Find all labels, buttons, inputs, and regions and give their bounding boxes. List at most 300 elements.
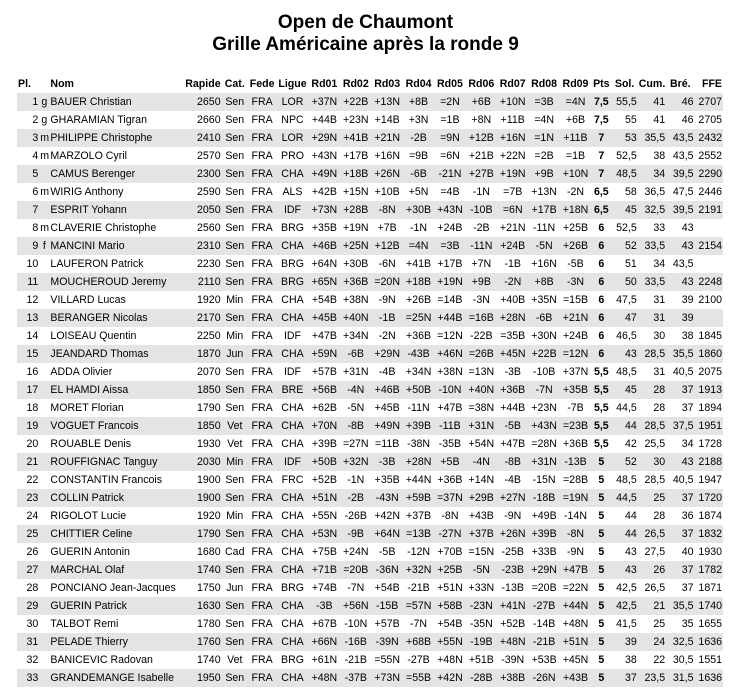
place-cell: 17: [26, 384, 39, 396]
player-name-cell: BERANGER Nicolas: [50, 312, 148, 324]
ffe-rating-cell: [695, 255, 724, 273]
title-cell: [39, 669, 49, 687]
league-cell: CHA: [281, 618, 304, 630]
round-2-cell: +56N: [342, 600, 369, 612]
solkoff-cell: 43: [624, 348, 637, 360]
round-5-cell: =37N: [437, 492, 463, 504]
round-5-cell: +54B: [437, 618, 463, 630]
round-6-cell: -1N: [472, 186, 490, 198]
rating-cell: 2570: [197, 150, 221, 162]
header-round-4: Rd04: [405, 78, 432, 90]
solkoff-cell: 52: [624, 240, 637, 252]
round-8-cell: =28N: [531, 438, 557, 450]
category-cell: Jun: [226, 348, 244, 360]
place-cell: 3: [32, 132, 39, 144]
table-row: [17, 399, 723, 417]
place-cell: 30: [26, 618, 39, 630]
round-9-cell: +18N: [562, 204, 589, 216]
round-7-cell: +22N: [499, 150, 526, 162]
round-4-cell: =55B: [406, 672, 432, 684]
points-cell: 5: [598, 600, 605, 612]
title-cell: f: [42, 240, 46, 252]
bresilien-cell: 37: [681, 564, 694, 576]
round-2-cell: +30B: [343, 258, 369, 270]
round-8-cell: +22B: [531, 348, 557, 360]
title-cell: [39, 273, 49, 291]
round-6-cell: +27B: [468, 168, 494, 180]
rating-cell: 1630: [197, 600, 221, 612]
category-cell: Cad: [225, 546, 245, 558]
points-cell: 6: [598, 294, 605, 306]
points-cell: 7,5: [593, 96, 609, 108]
round-3-cell: +13N: [374, 96, 400, 108]
round-4-cell: =57N: [405, 600, 432, 612]
rating-cell: 2050: [197, 204, 221, 216]
round-1-cell: +52B: [311, 474, 337, 486]
points-cell: 6: [598, 348, 605, 360]
round-1-cell: +42B: [311, 186, 337, 198]
round-7-cell: -13B: [501, 582, 524, 594]
cumulative-cell: 28,5: [644, 420, 666, 432]
title-cell: g: [41, 96, 48, 108]
round-7-cell: -5B: [504, 420, 521, 432]
ffe-rating-cell: [695, 219, 724, 237]
round-4-cell: -11N: [407, 402, 430, 414]
round-4-cell: +36B: [406, 330, 432, 342]
category-cell: Sen: [225, 186, 245, 198]
title-cell: [39, 453, 49, 471]
header-league: Ligue: [278, 78, 307, 90]
round-7-cell: +40B: [500, 294, 526, 306]
ffe-rating-cell: 1913: [698, 384, 722, 396]
player-name-cell: COLLIN Patrick: [50, 492, 125, 504]
bresilien-cell: 36: [681, 510, 694, 522]
league-cell: CHA: [281, 510, 304, 522]
round-2-cell: +23N: [342, 114, 369, 126]
category-cell: Sen: [225, 132, 245, 144]
round-3-cell: -5B: [378, 546, 396, 558]
federation-cell: FRA: [251, 582, 273, 594]
cumulative-cell: 22: [653, 654, 666, 666]
round-9-cell: =19N: [562, 492, 589, 504]
place-cell: 27: [26, 564, 39, 576]
round-3-cell: -43N: [375, 492, 399, 504]
cumulative-cell: 41: [653, 114, 666, 126]
round-3-cell: +73N: [374, 672, 400, 684]
rating-cell: 1850: [197, 384, 221, 396]
federation-cell: FRA: [251, 420, 273, 432]
points-cell: 7: [598, 168, 605, 180]
round-1-cell: +73N: [311, 204, 338, 216]
header-ffe: FFE: [701, 78, 722, 90]
bresilien-cell: 37,5: [672, 420, 694, 432]
bresilien-cell: 43: [681, 240, 694, 252]
solkoff-cell: 44,5: [616, 492, 637, 504]
ffe-rating-cell: 2705: [698, 114, 722, 126]
cumulative-cell: 30: [653, 330, 666, 342]
round-7-cell: =6N: [502, 204, 523, 216]
league-cell: BRG: [281, 276, 304, 288]
round-1-cell: +67B: [311, 618, 337, 630]
bresilien-cell: 43,5: [672, 132, 694, 144]
player-name-cell: MORET Florian: [50, 402, 124, 414]
federation-cell: FRA: [251, 348, 273, 360]
ffe-rating-cell: 2707: [698, 96, 722, 108]
header-round-1: Rd01: [311, 78, 338, 90]
solkoff-cell: 53: [624, 132, 637, 144]
round-2-cell: -26B: [344, 510, 367, 522]
rating-cell: 2070: [197, 366, 221, 378]
round-7-cell: -1B: [504, 258, 521, 270]
round-4-cell: =4N: [408, 240, 429, 252]
place-cell: 25: [26, 528, 39, 540]
category-cell: Sen: [225, 618, 245, 630]
round-2-cell: +24N: [342, 546, 369, 558]
solkoff-cell: 52,5: [616, 222, 637, 234]
cumulative-cell: 27,5: [644, 546, 666, 558]
round-4-cell: -1N: [410, 222, 428, 234]
points-cell: 6,5: [593, 186, 609, 198]
title-cell: [39, 165, 49, 183]
federation-cell: FRA: [251, 564, 273, 576]
player-name-cell: PONCIANO Jean-Jacques: [50, 582, 176, 594]
player-name-cell: CONSTANTIN Francois: [50, 474, 163, 486]
ffe-rating-cell: 1720: [698, 492, 722, 504]
round-5-cell: -8N: [441, 510, 459, 522]
solkoff-cell: 43: [624, 564, 637, 576]
title-cell: [39, 435, 49, 453]
ffe-rating-cell: 2100: [698, 294, 722, 306]
round-1-cell: +44B: [311, 114, 337, 126]
category-cell: Sen: [225, 366, 245, 378]
ffe-rating-cell: 1551: [698, 654, 722, 666]
round-8-cell: +39B: [531, 528, 557, 540]
solkoff-cell: 38: [624, 654, 637, 666]
place-cell: 10: [26, 258, 39, 270]
player-name-cell: TALBOT Remi: [50, 618, 119, 630]
place-cell: 16: [26, 366, 39, 378]
solkoff-cell: 44: [624, 528, 637, 540]
cumulative-cell: 33: [653, 222, 666, 234]
table-row: [17, 543, 723, 561]
category-cell: Sen: [225, 528, 245, 540]
bresilien-cell: 37: [681, 528, 694, 540]
round-7-cell: -2N: [504, 276, 522, 288]
place-cell: 28: [26, 582, 39, 594]
round-5-cell: =4B: [440, 186, 460, 198]
round-9-cell: -8N: [566, 528, 585, 540]
ffe-rating-cell: 1871: [698, 582, 722, 594]
table-row: [17, 327, 723, 345]
league-cell: CHA: [281, 348, 304, 360]
round-1-cell: +45B: [311, 312, 337, 324]
points-cell: 5: [598, 546, 605, 558]
round-1-cell: +55N: [311, 510, 338, 522]
league-cell: CHA: [281, 294, 304, 306]
table-row: [17, 597, 723, 615]
round-3-cell: -1B: [378, 312, 396, 324]
table-header-row: [17, 75, 723, 93]
round-1-cell: +49N: [311, 168, 338, 180]
place-cell: 1: [32, 96, 39, 108]
round-4-cell: +26B: [406, 294, 432, 306]
round-8-cell: -10B: [532, 366, 556, 378]
round-2-cell: -5N: [347, 402, 365, 414]
round-6-cell: -4N: [472, 456, 490, 468]
ffe-rating-cell: 2191: [698, 204, 722, 216]
round-9-cell: +45N: [562, 654, 589, 666]
place-cell: 23: [26, 492, 39, 504]
round-9-cell: +26B: [562, 240, 589, 252]
bresilien-cell: 47,5: [672, 186, 694, 198]
solkoff-cell: 55,5: [616, 96, 637, 108]
round-3-cell: +10B: [374, 186, 400, 198]
round-4-cell: -12N: [407, 546, 431, 558]
league-cell: IDF: [283, 366, 302, 378]
player-name-cell: GUERIN Patrick: [50, 600, 127, 612]
round-2-cell: +38N: [342, 294, 369, 306]
bresilien-cell: 37: [681, 582, 694, 594]
header-round-3: Rd03: [374, 78, 401, 90]
round-3-cell: +29N: [374, 348, 400, 360]
round-7-cell: -8B: [504, 456, 521, 468]
header-round-2: Rd02: [342, 78, 369, 90]
player-name-cell: RIGOLOT Lucie: [50, 510, 127, 522]
round-4-cell: -7N: [410, 618, 428, 630]
round-7-cell: -9N: [504, 510, 522, 522]
player-name-cell: EL HAMDI Aissa: [50, 384, 129, 396]
player-name-cell: LOISEAU Quentin: [50, 330, 137, 342]
table-row: [17, 111, 723, 129]
ffe-rating-cell: 1947: [698, 474, 722, 486]
round-5-cell: +43N: [437, 204, 463, 216]
points-cell: 5: [598, 654, 605, 666]
federation-cell: FRA: [251, 114, 273, 126]
round-8-cell: +29N: [531, 564, 557, 576]
round-5-cell: +46N: [437, 348, 463, 360]
round-5-cell: +24B: [437, 222, 463, 234]
table-row: [17, 453, 723, 471]
place-cell: 5: [32, 168, 39, 180]
place-cell: 31: [26, 636, 39, 648]
header-round-8: Rd08: [531, 78, 558, 90]
round-8-cell: +53B: [531, 654, 557, 666]
round-9-cell: +36B: [562, 438, 589, 450]
federation-cell: FRA: [251, 330, 273, 342]
place-cell: 33: [26, 672, 39, 684]
round-6-cell: -22B: [470, 330, 493, 342]
round-3-cell: -2N: [378, 330, 396, 342]
place-cell: 32: [26, 654, 39, 666]
round-5-cell: -35B: [438, 438, 462, 450]
table-row: [17, 471, 723, 489]
rating-cell: 1780: [197, 618, 221, 630]
points-cell: 5,5: [593, 438, 609, 450]
bresilien-cell: 39,5: [672, 204, 694, 216]
ffe-rating-cell: 1874: [698, 510, 722, 522]
title-cell: [39, 561, 49, 579]
title-cell: m: [40, 132, 50, 144]
round-3-cell: +12B: [374, 240, 400, 252]
round-6-cell: -19B: [470, 636, 493, 648]
header-bresilien: Bré.: [670, 78, 691, 90]
round-5-cell: +47B: [437, 402, 463, 414]
federation-cell: FRA: [251, 258, 273, 270]
title-cell: m: [40, 186, 50, 198]
round-4-cell: +39B: [406, 420, 432, 432]
round-8-cell: =2B: [534, 150, 554, 162]
round-8-cell: -27B: [532, 600, 556, 612]
ffe-rating-cell: 1951: [698, 420, 722, 432]
round-6-cell: =16B: [468, 312, 494, 324]
category-cell: Min: [226, 330, 244, 342]
round-4-cell: -43B: [407, 348, 430, 360]
round-4-cell: +3N: [408, 114, 429, 126]
cumulative-cell: 24: [653, 636, 666, 648]
table-row: [17, 273, 723, 291]
round-7-cell: +21N: [499, 222, 526, 234]
round-9-cell: =4N: [565, 96, 586, 108]
points-cell: 5: [598, 636, 605, 648]
table-row: [17, 237, 723, 255]
round-9-cell: +47B: [562, 564, 589, 576]
rating-cell: 1930: [197, 438, 221, 450]
league-cell: CHA: [281, 564, 304, 576]
player-name-cell: ADDA Olivier: [50, 366, 113, 378]
round-3-cell: -9N: [378, 294, 396, 306]
round-9-cell: +37N: [562, 366, 589, 378]
round-6-cell: =26B: [468, 348, 494, 360]
table-row: [17, 561, 723, 579]
solkoff-cell: 37: [624, 672, 637, 684]
rating-cell: 1740: [197, 654, 221, 666]
category-cell: Vet: [227, 438, 243, 450]
bresilien-cell: 39: [681, 312, 694, 324]
points-cell: 5: [598, 618, 605, 630]
bresilien-cell: 43,5: [672, 150, 694, 162]
cumulative-cell: 36,5: [644, 186, 666, 198]
league-cell: CHA: [281, 438, 304, 450]
points-cell: 7: [598, 150, 605, 162]
ffe-rating-cell: 2075: [698, 366, 722, 378]
header-federation: Fede: [249, 78, 275, 90]
category-cell: Sen: [225, 276, 245, 288]
league-cell: FRC: [281, 474, 304, 486]
solkoff-cell: 44: [624, 510, 637, 522]
round-8-cell: +31N: [531, 456, 557, 468]
rating-cell: 2560: [197, 222, 221, 234]
round-6-cell: +7N: [471, 258, 492, 270]
round-7-cell: +52B: [500, 618, 526, 630]
category-cell: Sen: [225, 114, 245, 126]
rating-cell: 1900: [197, 492, 221, 504]
header-round-9: Rd09: [562, 78, 589, 90]
round-9-cell: =12N: [562, 348, 589, 360]
category-cell: Min: [226, 294, 244, 306]
place-cell: 15: [26, 348, 39, 360]
round-7-cell: +19N: [499, 168, 526, 180]
round-4-cell: +18B: [406, 276, 432, 288]
round-3-cell: =55N: [374, 654, 400, 666]
page-title: Open de Chaumont: [277, 12, 454, 33]
round-7-cell: -3B: [504, 366, 521, 378]
place-cell: 29: [26, 600, 39, 612]
round-5-cell: +55N: [437, 636, 463, 648]
rating-cell: 1850: [197, 420, 221, 432]
rating-cell: 2310: [197, 240, 221, 252]
round-8-cell: +8B: [534, 276, 554, 288]
category-cell: Sen: [225, 402, 245, 414]
rating-cell: 1790: [197, 402, 221, 414]
bresilien-cell: 32,5: [672, 636, 694, 648]
cumulative-cell: 26,5: [644, 582, 666, 594]
table-row: [17, 129, 723, 147]
round-4-cell: -2B: [410, 132, 427, 144]
round-5-cell: -10N: [438, 384, 462, 396]
points-cell: 5: [598, 474, 605, 486]
round-7-cell: +28N: [499, 312, 526, 324]
rating-cell: 2410: [197, 132, 221, 144]
header-round-5: Rd05: [436, 78, 463, 90]
ffe-rating-cell: 2552: [698, 150, 722, 162]
round-7-cell: +45N: [499, 348, 526, 360]
round-1-cell: +47B: [311, 330, 337, 342]
category-cell: Vet: [227, 420, 243, 432]
league-cell: CHA: [281, 312, 304, 324]
ffe-rating-cell: 1740: [698, 600, 722, 612]
place-cell: 7: [32, 204, 39, 216]
place-cell: 19: [26, 420, 39, 432]
table-row: [17, 633, 723, 651]
round-6-cell: +6B: [471, 96, 491, 108]
category-cell: Min: [226, 456, 244, 468]
federation-cell: FRA: [251, 492, 273, 504]
round-5-cell: +70B: [437, 546, 463, 558]
round-5-cell: +38N: [437, 366, 463, 378]
place-cell: 6: [32, 186, 39, 198]
header-round-7: Rd07: [499, 78, 526, 90]
round-1-cell: +56B: [311, 384, 337, 396]
ffe-rating-cell: 1832: [698, 528, 722, 540]
round-4-cell: +30B: [406, 204, 432, 216]
round-7-cell: +26N: [499, 528, 526, 540]
header-category: Cat.: [224, 78, 245, 90]
round-3-cell: +14B: [374, 114, 400, 126]
place-cell: 21: [26, 456, 39, 468]
rating-cell: 1870: [197, 348, 221, 360]
points-cell: 5,5: [593, 384, 609, 396]
category-cell: Min: [226, 510, 244, 522]
round-1-cell: +57B: [311, 366, 337, 378]
federation-cell: FRA: [251, 528, 273, 540]
round-1-cell: +75B: [311, 546, 337, 558]
cumulative-cell: 31: [653, 312, 666, 324]
category-cell: Sen: [225, 564, 245, 576]
rating-cell: 1680: [197, 546, 221, 558]
round-4-cell: -21B: [407, 582, 430, 594]
round-8-cell: -21B: [532, 636, 556, 648]
round-6-cell: -28B: [470, 672, 493, 684]
round-1-cell: +66N: [311, 636, 338, 648]
bresilien-cell: 37: [681, 384, 694, 396]
round-1-cell: +62B: [311, 402, 337, 414]
round-6-cell: +33N: [468, 582, 495, 594]
round-2-cell: -8B: [347, 420, 365, 432]
table-row: [17, 165, 723, 183]
points-cell: 5: [598, 672, 605, 684]
bresilien-cell: 43: [681, 456, 694, 468]
bresilien-cell: 35,5: [672, 600, 694, 612]
